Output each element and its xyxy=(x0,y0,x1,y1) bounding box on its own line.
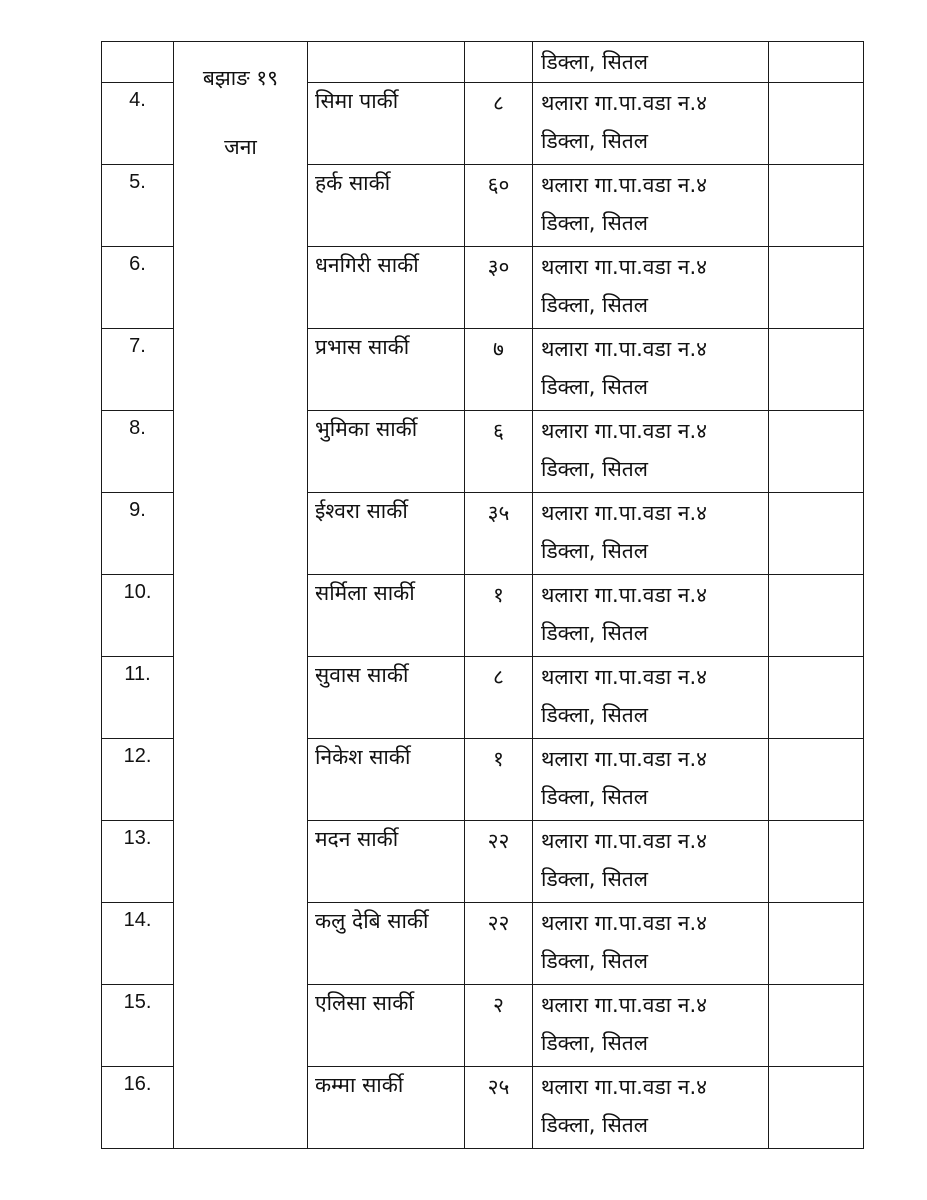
serial-cell xyxy=(102,821,174,903)
remarks-cell xyxy=(769,739,864,821)
address-line-1: थलारा गा.पा.वडा न.४ xyxy=(541,993,708,1017)
address-cell xyxy=(533,657,769,739)
address-cell xyxy=(533,329,769,411)
person-name: सिमा पार्की xyxy=(315,89,399,113)
remarks-cell xyxy=(769,821,864,903)
serial-cell xyxy=(102,329,174,411)
person-age: ३५ xyxy=(487,501,510,525)
serial-number: 5. xyxy=(129,171,146,193)
person-name: कम्मा सार्की xyxy=(315,1073,404,1097)
name-cell xyxy=(308,493,465,575)
person-name: ईश्वरा सार्की xyxy=(315,499,408,523)
name-cell xyxy=(308,83,465,165)
remarks-cell xyxy=(769,411,864,493)
serial-cell xyxy=(102,985,174,1067)
serial-cell xyxy=(102,657,174,739)
address-line-1: थलारा गा.पा.वडा न.४ xyxy=(541,1075,708,1099)
address-cell xyxy=(533,165,769,247)
person-name: कलु देबि सार्की xyxy=(315,909,429,933)
remarks-cell xyxy=(769,165,864,247)
address-line-1: थलारा गा.पा.वडा न.४ xyxy=(541,501,708,525)
address-line-2: डिक्ला, सितल xyxy=(541,1031,648,1055)
address-line-2: डिक्ला, सितल xyxy=(541,785,648,809)
serial-cell xyxy=(102,83,174,165)
name-cell xyxy=(308,985,465,1067)
address-line-2: डिक्ला, सितल xyxy=(541,949,648,973)
person-name: भुमिका सार्की xyxy=(315,417,418,441)
serial-number: 6. xyxy=(129,253,146,275)
serial-number: 12. xyxy=(123,745,152,767)
name-cell xyxy=(308,42,465,83)
table-body xyxy=(102,42,864,1149)
address-line-2: डिक्ला, सितल xyxy=(541,1113,648,1137)
serial-number: 16. xyxy=(123,1073,152,1095)
serial-cell xyxy=(102,411,174,493)
name-cell xyxy=(308,247,465,329)
serial-cell xyxy=(102,165,174,247)
address-cell xyxy=(533,575,769,657)
name-cell xyxy=(308,575,465,657)
person-age: ६ xyxy=(493,419,504,443)
age-cell xyxy=(465,247,533,329)
address-cell xyxy=(533,247,769,329)
district-count-unit: जना xyxy=(224,135,257,159)
person-age: १ xyxy=(493,583,504,607)
address-cell xyxy=(533,411,769,493)
address-line-1: थलारा गा.पा.वडा न.४ xyxy=(541,665,708,689)
address-line-1: थलारा गा.पा.वडा न.४ xyxy=(541,173,708,197)
age-cell xyxy=(465,329,533,411)
remarks-cell xyxy=(769,83,864,165)
age-cell xyxy=(465,165,533,247)
address-cell xyxy=(533,903,769,985)
address-cell xyxy=(533,493,769,575)
person-name: मदन सार्की xyxy=(315,827,399,851)
serial-number: 14. xyxy=(123,909,152,931)
name-cell xyxy=(308,821,465,903)
serial-cell xyxy=(102,42,174,83)
address-cell xyxy=(533,42,769,83)
person-name: धनगिरी सार्की xyxy=(315,253,419,277)
age-cell xyxy=(465,985,533,1067)
address-line-1: थलारा गा.पा.वडा न.४ xyxy=(541,829,708,853)
address-line-2: डिक्ला, सितल xyxy=(541,867,648,891)
age-cell xyxy=(465,83,533,165)
name-cell xyxy=(308,329,465,411)
person-age: २ xyxy=(493,993,504,1017)
person-age: ७ xyxy=(493,337,504,361)
serial-cell xyxy=(102,903,174,985)
person-age: २५ xyxy=(487,1075,510,1099)
address-line-2: डिक्ला, सितल xyxy=(541,129,648,153)
person-age: २२ xyxy=(487,911,510,935)
age-cell xyxy=(465,903,533,985)
address-cell xyxy=(533,83,769,165)
address-line-2: डिक्ला, सितल xyxy=(541,211,648,235)
address-cell xyxy=(533,821,769,903)
serial-number: 13. xyxy=(123,827,152,849)
serial-number: 10. xyxy=(123,581,152,603)
name-cell xyxy=(308,411,465,493)
address-cell xyxy=(533,985,769,1067)
remarks-cell xyxy=(769,903,864,985)
address-line-2: डिक्ला, सितल xyxy=(541,50,648,74)
age-cell xyxy=(465,42,533,83)
serial-number: 8. xyxy=(129,417,146,439)
name-cell xyxy=(308,165,465,247)
serial-number: 15. xyxy=(123,991,152,1013)
person-age: २२ xyxy=(487,829,510,853)
remarks-cell xyxy=(769,985,864,1067)
address-line-1: थलारा गा.पा.वडा न.४ xyxy=(541,583,708,607)
serial-number: 9. xyxy=(129,499,146,521)
age-cell xyxy=(465,739,533,821)
person-name: हर्क सार्की xyxy=(315,171,391,195)
serial-cell xyxy=(102,1067,174,1149)
age-cell xyxy=(465,575,533,657)
remarks-cell xyxy=(769,247,864,329)
person-name: सुवास सार्की xyxy=(315,663,409,687)
name-cell xyxy=(308,1067,465,1149)
name-cell xyxy=(308,903,465,985)
person-list-table xyxy=(101,41,864,1149)
serial-cell xyxy=(102,575,174,657)
person-name: एलिसा सार्की xyxy=(315,991,414,1015)
age-cell xyxy=(465,657,533,739)
remarks-cell xyxy=(769,493,864,575)
person-age: ३० xyxy=(487,255,510,279)
district-name: बझाङ १९ xyxy=(202,66,279,90)
address-line-2: डिक्ला, सितल xyxy=(541,539,648,563)
remarks-cell xyxy=(769,1067,864,1149)
serial-cell xyxy=(102,739,174,821)
person-name: निकेश सार्की xyxy=(315,745,411,769)
age-cell xyxy=(465,493,533,575)
name-cell xyxy=(308,657,465,739)
address-line-1: थलारा गा.पा.वडा न.४ xyxy=(541,747,708,771)
address-line-2: डिक्ला, सितल xyxy=(541,457,648,481)
person-name: सर्मिला सार्की xyxy=(315,581,415,605)
remarks-cell xyxy=(769,42,864,83)
remarks-cell xyxy=(769,575,864,657)
age-cell xyxy=(465,411,533,493)
address-line-1: थलारा गा.पा.वडा न.४ xyxy=(541,337,708,361)
address-line-2: डिक्ला, सितल xyxy=(541,293,648,317)
serial-cell xyxy=(102,493,174,575)
serial-number: 11. xyxy=(124,663,151,685)
serial-number: 4. xyxy=(129,89,146,111)
serial-cell xyxy=(102,247,174,329)
address-cell xyxy=(533,739,769,821)
address-line-1: थलारा गा.पा.वडा न.४ xyxy=(541,911,708,935)
address-line-1: थलारा गा.पा.वडा न.४ xyxy=(541,91,708,115)
remarks-cell xyxy=(769,329,864,411)
address-line-2: डिक्ला, सितल xyxy=(541,703,648,727)
name-cell xyxy=(308,739,465,821)
table-row-continued xyxy=(102,42,864,83)
address-line-2: डिक्ला, सितल xyxy=(541,375,648,399)
person-age: ८ xyxy=(493,91,504,115)
address-cell xyxy=(533,1067,769,1149)
address-line-1: थलारा गा.पा.वडा न.४ xyxy=(541,419,708,443)
address-line-1: थलारा गा.पा.वडा न.४ xyxy=(541,255,708,279)
person-name: प्रभास सार्की xyxy=(315,335,410,359)
serial-number: 7. xyxy=(129,335,146,357)
district-cell xyxy=(174,42,308,1149)
age-cell xyxy=(465,821,533,903)
person-age: ६० xyxy=(487,173,510,197)
address-line-2: डिक्ला, सितल xyxy=(541,621,648,645)
person-age: ८ xyxy=(493,665,504,689)
person-age: १ xyxy=(493,747,504,771)
age-cell xyxy=(465,1067,533,1149)
remarks-cell xyxy=(769,657,864,739)
